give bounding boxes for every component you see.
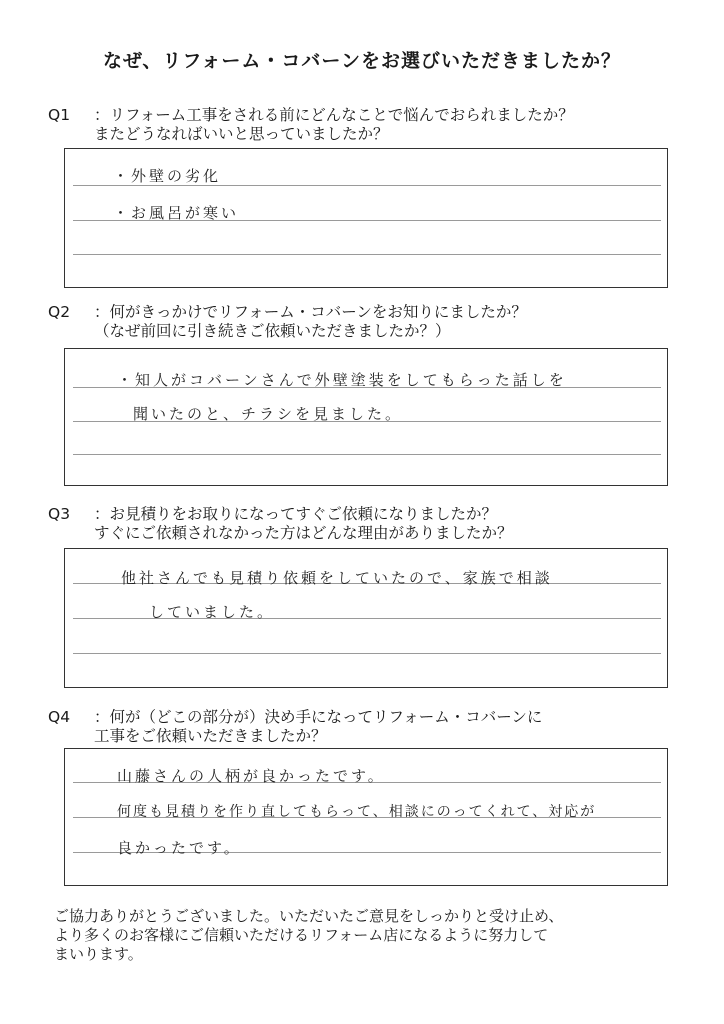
- closing-line: まいります。: [54, 945, 143, 963]
- question-4: [48, 708, 542, 746]
- answer-box-3: [64, 548, 668, 688]
- question-text-line2: またどうなればいいと思っていましたか？: [94, 125, 389, 143]
- question-text: ：何が（どこの部分が）決め手になってリフォーム・コバーンに: [94, 708, 543, 726]
- question-number: Q2: [48, 303, 71, 321]
- closing-message: [54, 907, 694, 964]
- closing-line: より多くのお客様にご信頼いただけるリフォーム店になるように努力して: [54, 926, 549, 944]
- question-2: [48, 303, 527, 341]
- handwritten-answer: ・知人がコバーンさんで外壁塗装をしてもらった話しを: [117, 371, 567, 389]
- ruled-line: [73, 254, 661, 255]
- question-text-line2: すぐにご依頼されなかった方はどんな理由がありましたか？: [94, 524, 513, 542]
- handwritten-answer: していました。: [149, 603, 276, 621]
- ruled-line: [73, 454, 661, 455]
- handwritten-answer: 聞いたのと、チラシを見ました。: [133, 405, 404, 423]
- question-text-line2: 工事をご依頼いただきましたか？: [94, 727, 327, 745]
- answer-box-1: [64, 148, 668, 288]
- handwritten-answer: 良かったです。: [117, 839, 242, 857]
- handwritten-answer: 他社さんでも見積り依頼をしていたので、家族で相談: [121, 569, 553, 587]
- question-number: Q3: [48, 505, 71, 523]
- question-number: Q4: [48, 708, 71, 726]
- question-3: [48, 505, 513, 543]
- page-title: なぜ、リフォーム・コバーンをお選びいただきましたか？: [102, 50, 622, 72]
- handwritten-answer: 何度も見積りを作り直してもらって、相談にのってくれて、対応が: [117, 804, 597, 820]
- question-text: ：お見積りをお取りになってすぐご依頼になりましたか？: [94, 505, 498, 523]
- question-1: [48, 106, 574, 144]
- handwritten-answer: ・外壁の劣化: [113, 167, 222, 185]
- question-text: ：何がきっかけでリフォーム・コバーンをお知りにましたか？: [94, 303, 527, 321]
- question-text-line2: （なぜ前回に引き続きご依頼いただきましたか？）: [94, 322, 451, 340]
- answer-box-2: [64, 348, 668, 486]
- closing-line: ご協力ありがとうございました。いただいたご意見をしっかりと受け止め、: [54, 907, 564, 925]
- question-text: ：リフォーム工事をされる前にどんなことで悩んでおられましたか？: [94, 106, 574, 124]
- answer-box-4: [64, 748, 668, 886]
- ruled-line: [73, 653, 661, 654]
- question-number: Q1: [48, 106, 71, 124]
- handwritten-answer: ・お風呂が寒い: [113, 204, 240, 222]
- handwritten-answer: 山藤さんの人柄が良かったです。: [117, 767, 386, 785]
